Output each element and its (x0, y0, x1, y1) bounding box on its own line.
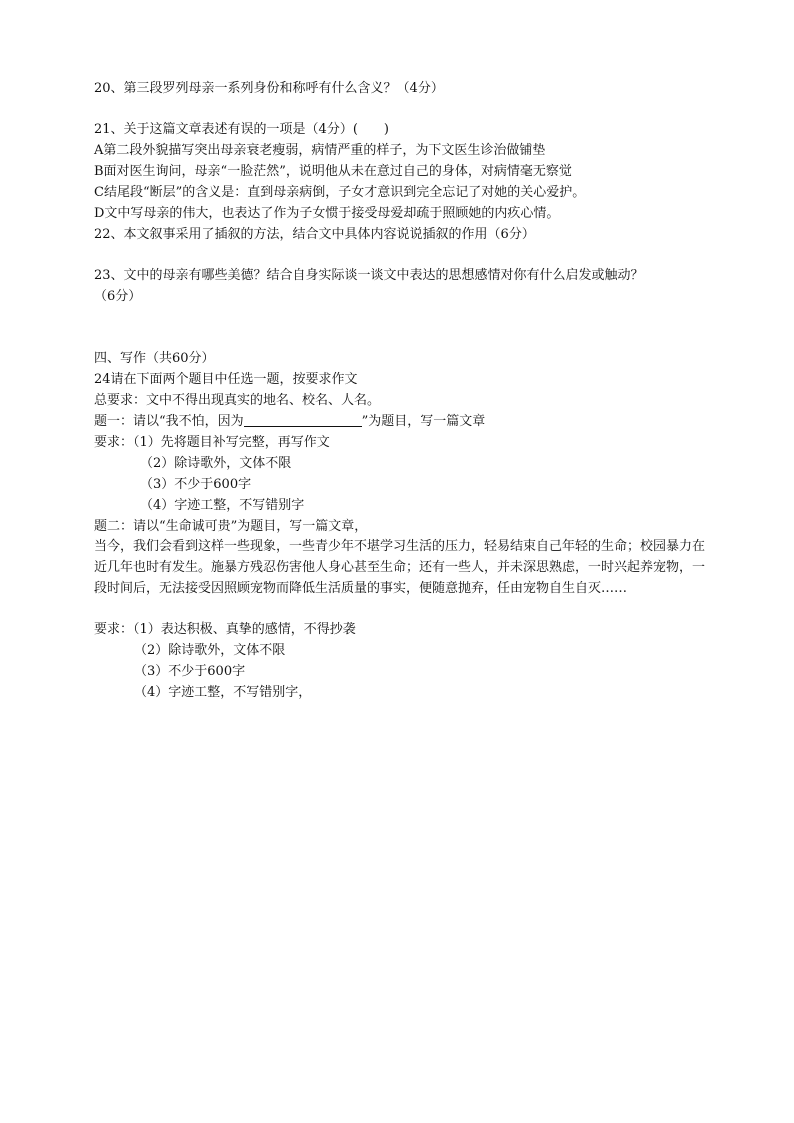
topic-2-requirement-3: （3）不少于600字 (134, 664, 246, 679)
question-23-line1: 23、文中的母亲有哪些美德？结合自身实际谈一谈文中表达的思想感情对你有什么启发或触动？ (94, 268, 644, 283)
question-21-option-c: C结尾段“断层”的含义是：直到母亲病倒，子女才意识到完全忘记了对她的关心爱护。 (94, 185, 586, 200)
question-23-line2: （6分） (94, 289, 142, 304)
topic-2-requirement-1: 要求：（1）表达积极、真挚的感情，不得抄袭 (94, 622, 356, 637)
question-21: 21、关于这篇文章表述有误的一项是（4分）( ) (94, 122, 389, 137)
topic-1 (94, 413, 485, 431)
topic-1-prefix: 题一：请以“我不怕，因为 (94, 414, 244, 429)
topic-1-requirement-2: （2）除诗歌外，文体不限 (140, 456, 292, 471)
question-21-option-d: D文中写母亲的伟大，也表达了作为子女惯于接受母爱却疏于照顾她的内疚心情。 (94, 206, 560, 221)
topic-1-requirement-3: （3）不少于600字 (140, 477, 252, 492)
topic-2-requirement-2: （2）除诗歌外，文体不限 (134, 643, 286, 658)
question-21-option-a: A第二段外貌描写突出母亲衰老瘦弱，病情严重的样子，为下文医生诊治做铺垫 (94, 143, 546, 158)
topic-1-requirement-1: 要求：（1）先将题目补写完整，再写作文 (94, 435, 330, 450)
general-requirement: 总要求：文中不得出现真实的地名、校名、人名。 (94, 393, 381, 408)
topic-1-suffix: ”为题目，写一篇文章 (361, 414, 486, 429)
topic-2-title: 题二：请以“生命诚可贵”为题目，写一篇文章， (94, 519, 368, 534)
topic-2-body: 当今，我们会看到这样一些现象，一些青少年不堪学习生活的压力，轻易结束自己年轻的生命；校园暴力在近几年也时有发生。施暴方残忍伤害他人身心甚至生命；还有一些人，并未深思熟虑，一时兴起养宠物，一段时间后，无法接受因照顾宠物而降低生活质量的事实，便随意抛弃，任由宠物自生自灭…… (94, 539, 706, 596)
topic-1-blank (244, 413, 362, 427)
topic-2-requirement-4: （4）字迹工整，不写错别字， (134, 685, 312, 700)
topic-1-requirement-4: （4）字迹工整，不写错别字 (140, 498, 305, 513)
writing-section-title: 四、写作（共60分） (94, 351, 215, 366)
question-22: 22、本文叙事采用了插叙的方法，结合文中具体内容说说插叙的作用（6分） (94, 227, 535, 242)
question-24: 24请在下面两个题目中任选一题，按要求作文 (94, 372, 358, 387)
question-20: 20、第三段罗列母亲一系列身份和称呼有什么含义？（4分） (94, 81, 444, 96)
question-21-option-b: B面对医生询问，母亲“一脸茫然”，说明他从未在意过自己的身体，对病情毫无察觉 (94, 164, 572, 179)
